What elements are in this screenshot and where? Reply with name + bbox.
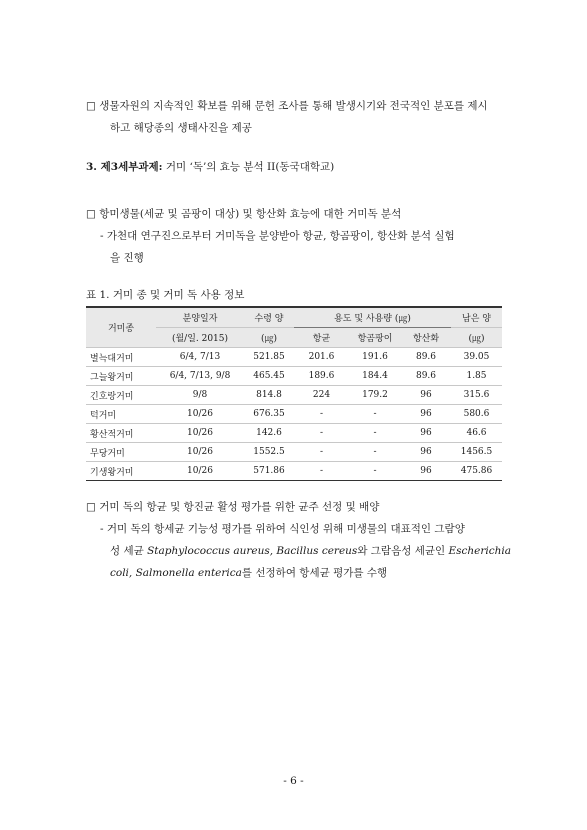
cell-remaining: 475.86 — [451, 462, 502, 481]
subtask-heading — [86, 159, 334, 174]
cell-date: 10/26 — [156, 405, 244, 424]
cell-received: 571.86 — [244, 462, 294, 481]
sub-bullet-line — [86, 562, 516, 584]
cell-received: 676.35 — [244, 405, 294, 424]
cell-remaining: 580.6 — [451, 405, 502, 424]
section-antimicrobial-analysis — [86, 203, 516, 269]
cell-antifungal: - — [349, 424, 401, 443]
cell-species: 황산적거미 — [86, 424, 156, 443]
cell-remaining: 1456.5 — [451, 443, 502, 462]
cell-species: 그늘왕거미 — [86, 367, 156, 386]
cell-date: 10/26 — [156, 424, 244, 443]
cell-date: 9/8 — [156, 386, 244, 405]
species-name-escherichia: Escherichia — [448, 545, 512, 557]
sub-bullet-line: 을 진행 — [110, 252, 144, 264]
text-run: 와 그람음성 세균인 — [357, 545, 449, 557]
cell-date: 6/4, 7/13, 9/8 — [156, 367, 244, 386]
cell-species: 별늑대거미 — [86, 348, 156, 367]
cell-received: 814.8 — [244, 386, 294, 405]
cell-antifungal: - — [349, 405, 401, 424]
cell-received: 521.85 — [244, 348, 294, 367]
cell-antifungal: 179.2 — [349, 386, 401, 405]
sub-bullet-line: - 거미 독의 항세균 기능성 평가를 위하여 식인성 위해 미생물의 대표적인 그람양 — [100, 523, 465, 535]
cell-received: 1552.5 — [244, 443, 294, 462]
bullet-item: □ 거미 독의 항균 및 항진균 활성 평가를 위한 균주 선정 및 배양 — [86, 501, 380, 513]
cell-antifungal: 191.6 — [349, 348, 401, 367]
header-date: 분양일자 — [156, 307, 244, 328]
table-row — [86, 348, 502, 367]
spider-venom-table — [86, 306, 502, 481]
cell-date: 10/26 — [156, 462, 244, 481]
cell-species: 기생왕거미 — [86, 462, 156, 481]
subtask-heading-text: 거미 ‘독’의 효능 분석 II(동국대학교) — [162, 161, 335, 173]
header-received-unit: (㎍) — [244, 328, 294, 348]
cell-species: 무당거미 — [86, 443, 156, 462]
cell-antioxidant: 96 — [401, 443, 451, 462]
species-names-gram-positive: Staphylococcus aureus, Bacillus cereus — [147, 545, 358, 557]
header-antioxidant: 항산화 — [401, 328, 451, 348]
cell-remaining: 39.05 — [451, 348, 502, 367]
table-row — [86, 367, 502, 386]
cell-species: 턱거미 — [86, 405, 156, 424]
table-caption: 표 1. 거미 종 및 거미 독 사용 정보 — [86, 289, 245, 301]
section-biological-resources — [86, 95, 516, 139]
table-row — [86, 424, 502, 443]
cell-antibacterial: 189.6 — [294, 367, 349, 386]
cell-antioxidant: 96 — [401, 462, 451, 481]
cell-received: 142.6 — [244, 424, 294, 443]
cell-remaining: 1.85 — [451, 367, 502, 386]
cell-received: 465.45 — [244, 367, 294, 386]
cell-antibacterial: - — [294, 424, 349, 443]
cell-antibacterial: - — [294, 443, 349, 462]
table-row — [86, 462, 502, 481]
header-usage: 용도 및 사용량 (㎍) — [294, 307, 451, 328]
cell-antioxidant: 96 — [401, 386, 451, 405]
cell-remaining: 315.6 — [451, 386, 502, 405]
subtask-heading-prefix: 3. 제3세부과제: — [86, 161, 163, 173]
cell-antioxidant: 96 — [401, 405, 451, 424]
page-number: - 6 - — [283, 775, 304, 787]
cell-antibacterial: 224 — [294, 386, 349, 405]
cell-antibacterial: - — [294, 462, 349, 481]
cell-antioxidant: 89.6 — [401, 348, 451, 367]
cell-date: 6/4, 7/13 — [156, 348, 244, 367]
species-names-gram-negative: coli, Salmonella enterica — [110, 567, 242, 579]
text-run: 성 세균 — [110, 545, 148, 557]
table-row — [86, 443, 502, 462]
table-row — [86, 405, 502, 424]
paragraph-line: 하고 해당종의 생태사진을 제공 — [110, 122, 252, 134]
header-remaining-unit: (㎍) — [451, 328, 502, 348]
bullet-item: □ 항미생물(세균 및 곰팡이 대상) 및 항산화 효능에 대한 거미독 분석 — [86, 208, 402, 220]
cell-antifungal: - — [349, 462, 401, 481]
paragraph-line: □ 생물자원의 지속적인 확보를 위해 문헌 조사를 통해 발생시기와 전국적인 분포를 제시 — [86, 100, 488, 112]
header-species: 거미종 — [86, 307, 156, 348]
sub-bullet-line — [86, 540, 516, 562]
header-antibacterial: 항균 — [294, 328, 349, 348]
cell-antifungal: 184.4 — [349, 367, 401, 386]
section-strain-selection — [86, 496, 516, 584]
cell-species: 긴호랑거미 — [86, 386, 156, 405]
text-run: 를 선정하여 항세균 평가를 수행 — [241, 567, 388, 579]
cell-antibacterial: 201.6 — [294, 348, 349, 367]
cell-remaining: 46.6 — [451, 424, 502, 443]
table-row — [86, 386, 502, 405]
cell-date: 10/26 — [156, 443, 244, 462]
sub-bullet-line: - 가천대 연구진으로부터 거미독을 분양받아 항균, 항곰팡이, 항산화 분석 실험 — [100, 230, 455, 242]
cell-antioxidant: 96 — [401, 424, 451, 443]
header-antifungal: 항곰팡이 — [349, 328, 401, 348]
header-date-unit: (월/일. 2015) — [156, 328, 244, 348]
cell-antioxidant: 89.6 — [401, 367, 451, 386]
header-received: 수령 양 — [244, 307, 294, 328]
cell-antifungal: - — [349, 443, 401, 462]
header-remaining: 남은 양 — [451, 307, 502, 328]
cell-antibacterial: - — [294, 405, 349, 424]
